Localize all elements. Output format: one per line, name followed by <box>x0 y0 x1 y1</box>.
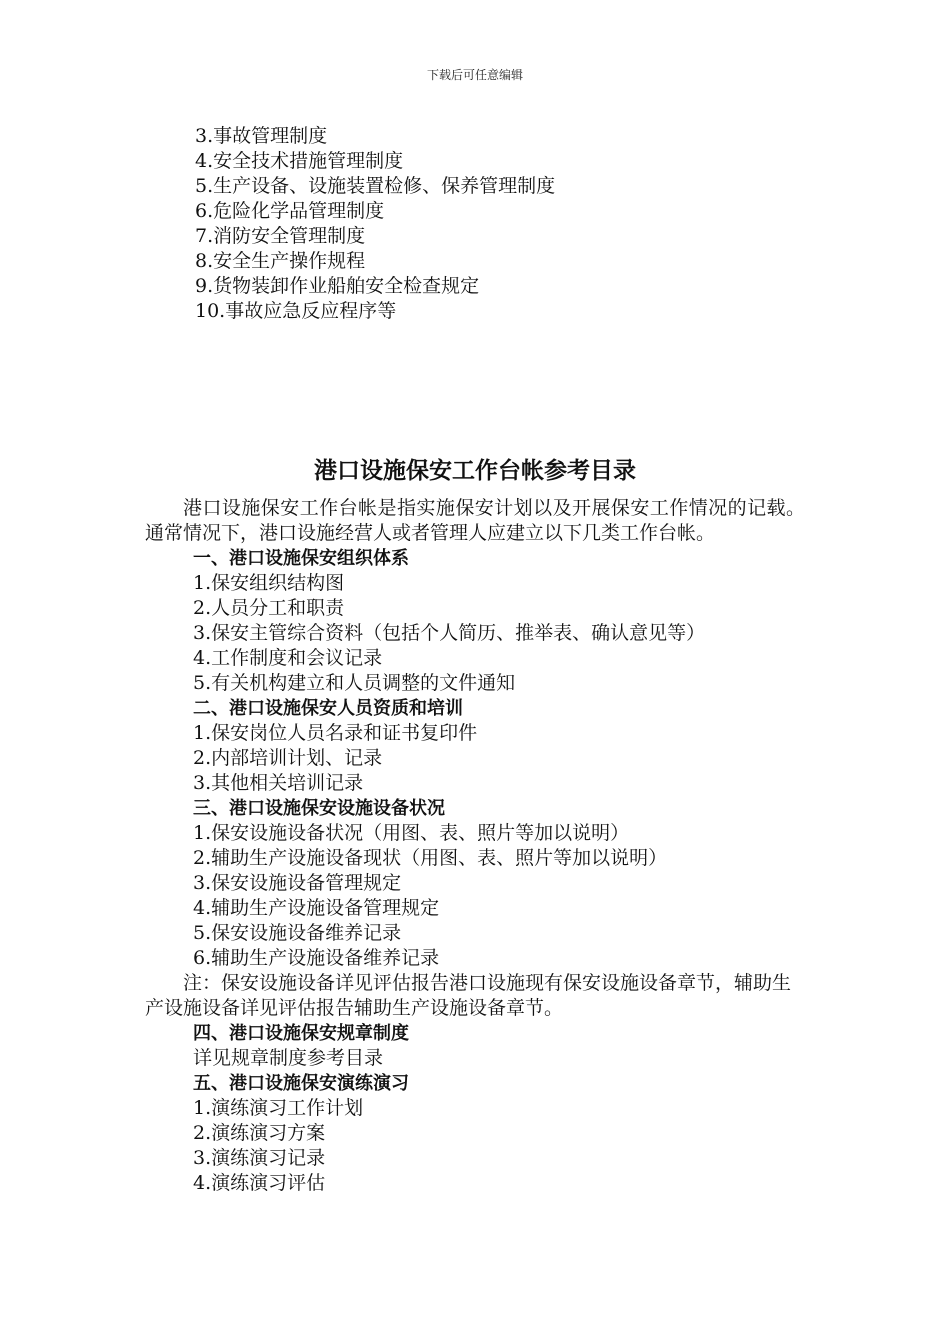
intro-paragraph: 港口设施保安工作台帐是指实施保安计划以及开展保安工作情况的记载。通常情况下，港口设施经营人或者管理人应建立以下几类工作台帐。 <box>145 497 805 544</box>
list-item: 4.工作制度和会议记录 <box>193 647 383 669</box>
list-item: 2.演练演习方案 <box>193 1122 326 1144</box>
list-item: 9.货物装卸作业船舶安全检查规定 <box>195 275 480 297</box>
list-item: 6.危险化学品管理制度 <box>195 200 385 222</box>
list-item: 3.保安主管综合资料（包括个人简历、推举表、确认意见等） <box>193 622 706 644</box>
list-item: 详见规章制度参考目录 <box>193 1047 384 1069</box>
list-item: 2.辅助生产设施设备现状（用图、表、照片等加以说明） <box>193 847 668 869</box>
page-header-note: 下载后可任意编辑 <box>426 68 523 82</box>
list-item: 1.演练演习工作计划 <box>193 1097 364 1119</box>
list-item: 3.事故管理制度 <box>195 125 328 147</box>
section-heading: 三、港口设施保安设施设备状况 <box>193 798 445 819</box>
list-item: 7.消防安全管理制度 <box>195 225 366 247</box>
list-item: 4.安全技术措施管理制度 <box>195 150 404 172</box>
section-heading: 二、港口设施保安人员资质和培训 <box>193 698 463 719</box>
list-item: 2.人员分工和职责 <box>193 597 345 619</box>
section-heading: 一、港口设施保安组织体系 <box>193 548 409 569</box>
list-item: 4.演练演习评估 <box>193 1172 326 1194</box>
list-item: 5.保安设施设备维养记录 <box>193 922 402 944</box>
list-item: 2.内部培训计划、记录 <box>193 747 383 769</box>
list-item: 1.保安岗位人员名录和证书复印件 <box>193 722 478 744</box>
list-item: 5.有关机构建立和人员调整的文件通知 <box>193 672 516 694</box>
document-body <box>145 496 805 1196</box>
list-item: 3.保安设施设备管理规定 <box>193 872 402 894</box>
section-heading: 五、港口设施保安演练演习 <box>193 1073 409 1094</box>
note-paragraph: 注：保安设施设备详见评估报告港口设施现有保安设施设备章节，辅助生产设施设备详见评估报告辅助生产设施设备章节。 <box>145 972 792 1019</box>
list-item: 4.辅助生产设施设备管理规定 <box>193 897 440 919</box>
list-item: 5.生产设备、设施装置检修、保养管理制度 <box>195 175 556 197</box>
list-item: 1.保安设施设备状况（用图、表、照片等加以说明） <box>193 822 630 844</box>
list-item: 3.演练演习记录 <box>193 1147 326 1169</box>
section-heading: 四、港口设施保安规章制度 <box>193 1023 409 1044</box>
document-title: 港口设施保安工作台帐参考目录 <box>314 458 636 484</box>
list-item: 6.辅助生产设施设备维养记录 <box>193 947 440 969</box>
list-item: 10.事故应急反应程序等 <box>195 300 397 322</box>
list-item: 3.其他相关培训记录 <box>193 772 364 794</box>
list-item: 1.保安组织结构图 <box>193 572 345 594</box>
regulation-list <box>195 124 555 324</box>
list-item: 8.安全生产操作规程 <box>195 250 366 272</box>
